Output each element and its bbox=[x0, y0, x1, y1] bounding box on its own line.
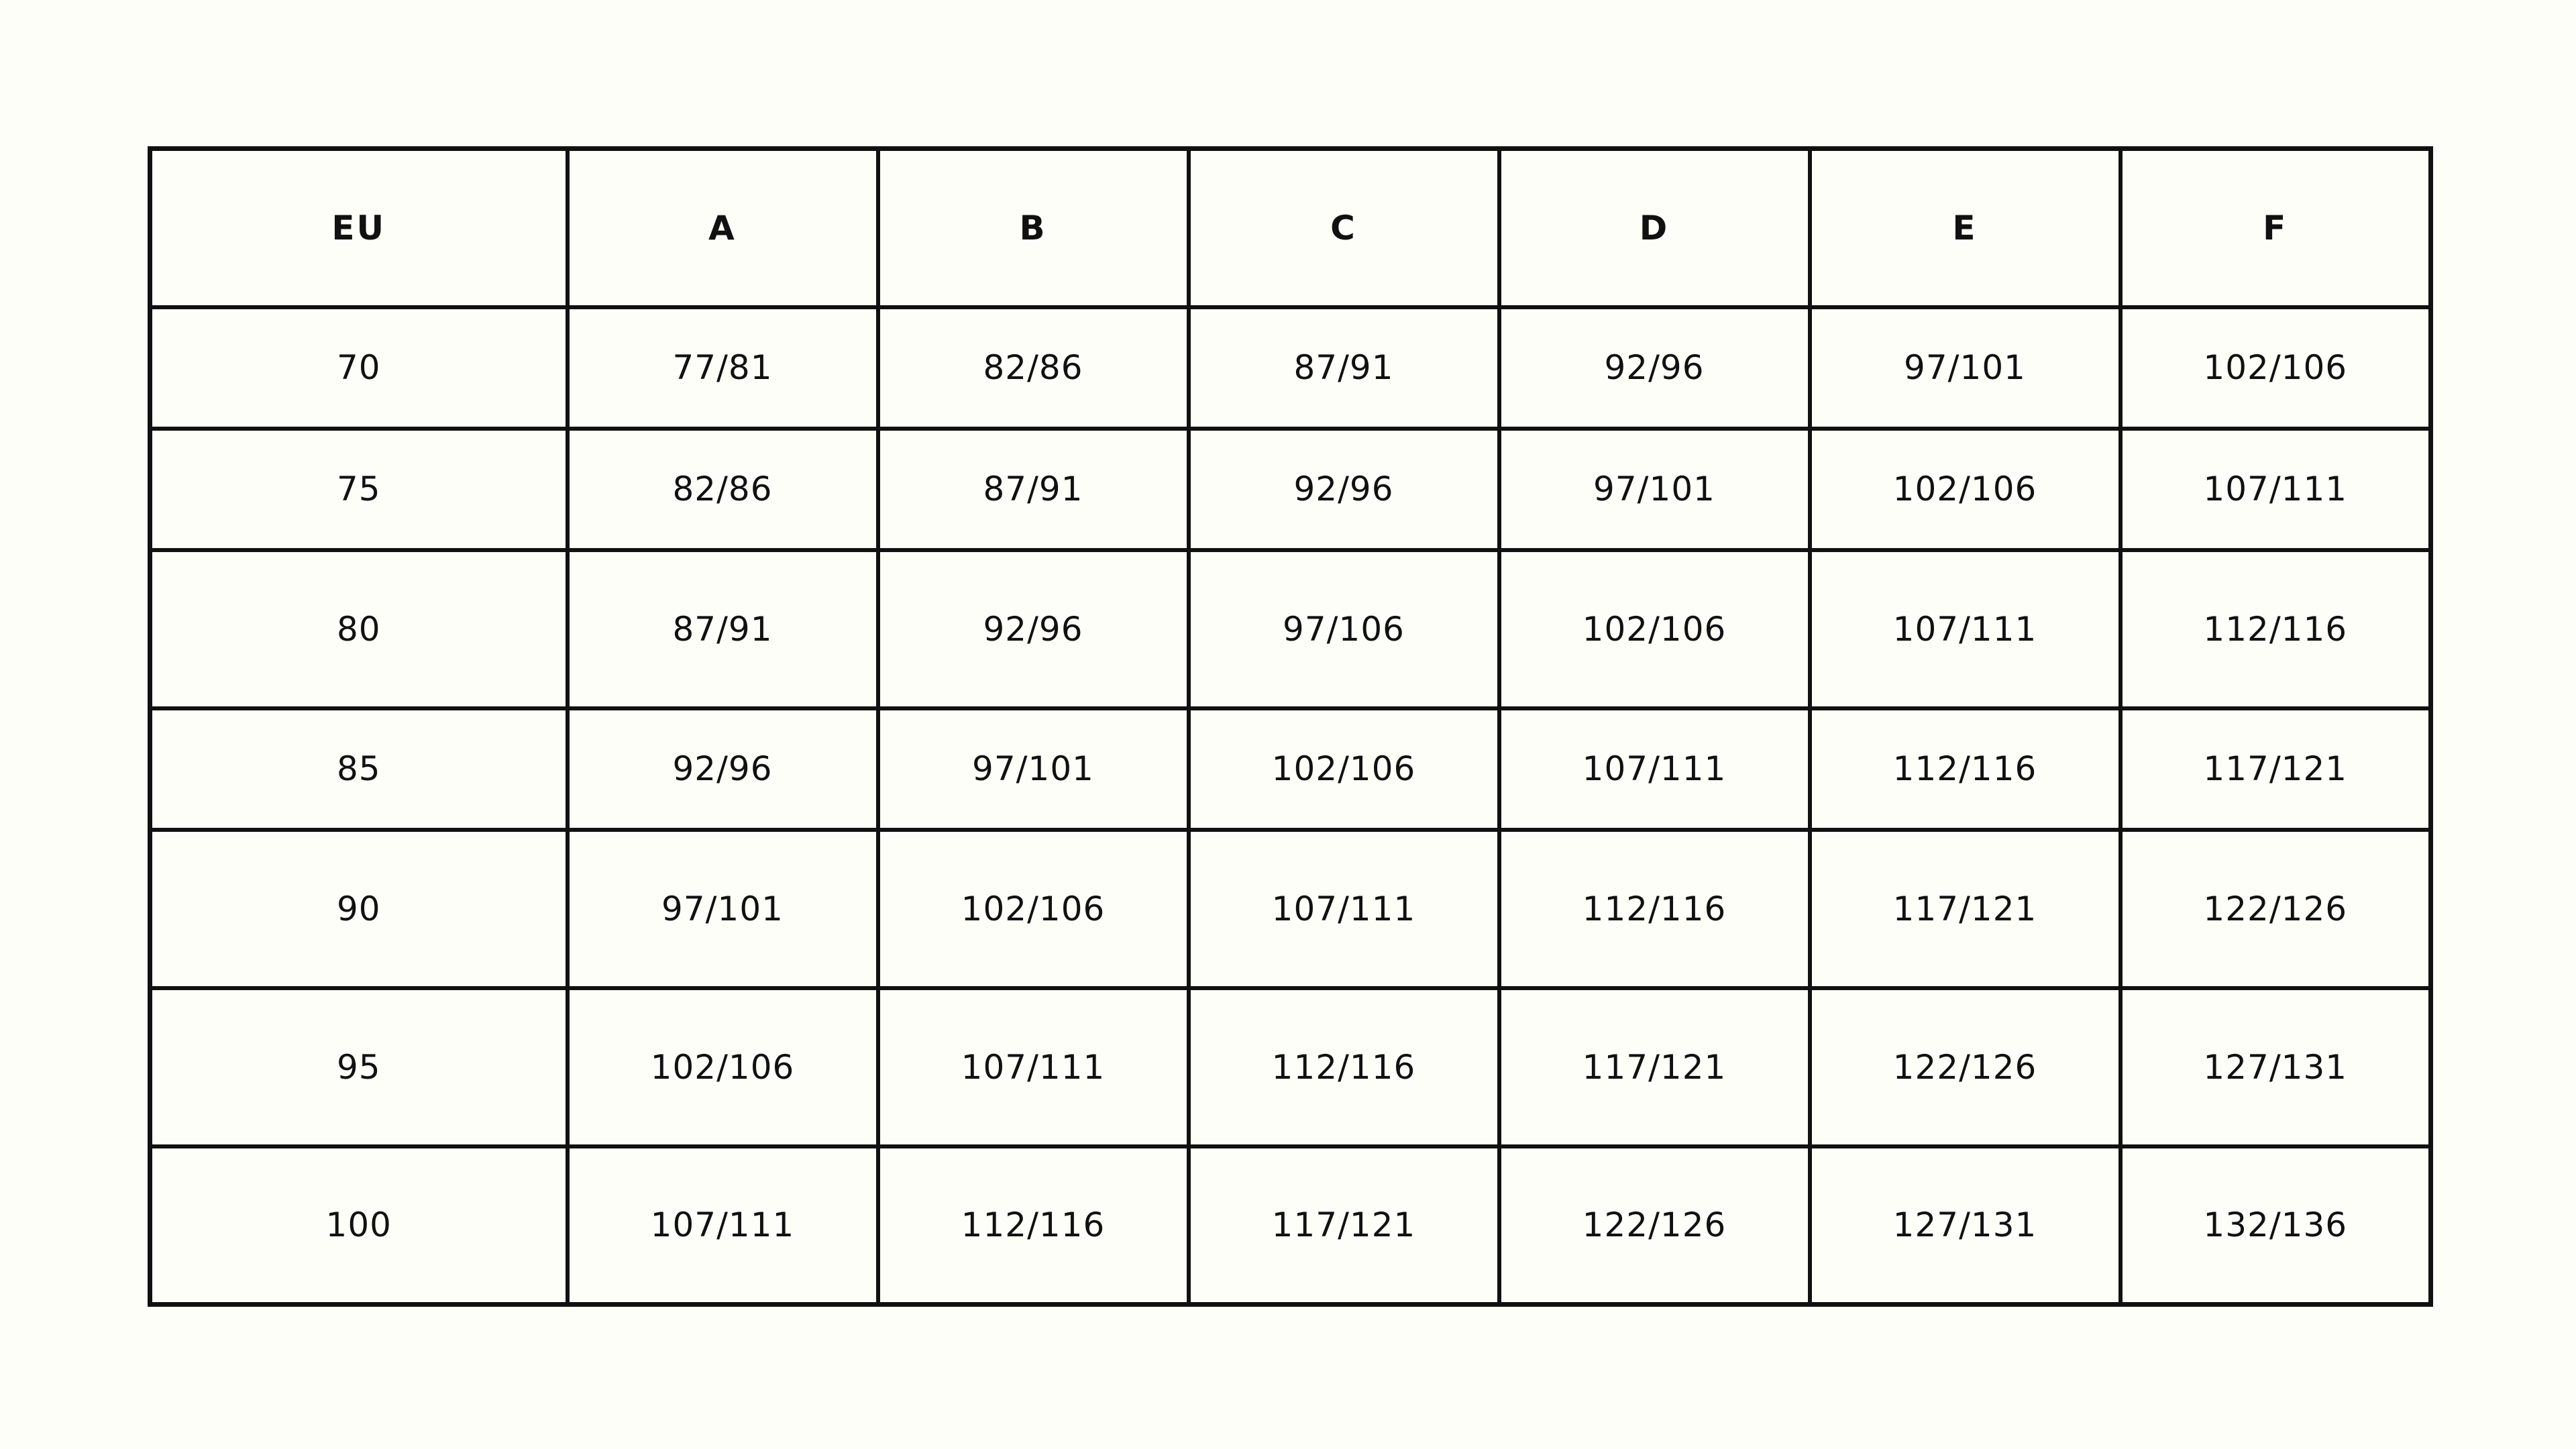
header-cell-e: E bbox=[1810, 149, 2121, 307]
measurement-cell: 112/116 bbox=[2121, 550, 2431, 708]
measurement-cell: 107/111 bbox=[1499, 708, 1810, 830]
measurement-cell: 77/81 bbox=[568, 307, 878, 429]
header-cell-b: B bbox=[878, 149, 1189, 307]
measurement-cell: 122/126 bbox=[2121, 830, 2431, 988]
band-size-cell: 100 bbox=[150, 1146, 568, 1305]
measurement-cell: 87/91 bbox=[568, 550, 878, 708]
measurement-cell: 82/86 bbox=[568, 429, 878, 550]
band-size-cell: 70 bbox=[150, 307, 568, 429]
table-row bbox=[150, 429, 2431, 550]
bra-size-table bbox=[148, 146, 2433, 1307]
table-row bbox=[150, 708, 2431, 830]
measurement-cell: 97/101 bbox=[1499, 429, 1810, 550]
measurement-cell: 82/86 bbox=[878, 307, 1189, 429]
measurement-cell: 107/111 bbox=[2121, 429, 2431, 550]
measurement-cell: 117/121 bbox=[1499, 988, 1810, 1146]
table-row bbox=[150, 830, 2431, 988]
table-row bbox=[150, 988, 2431, 1146]
measurement-cell: 107/111 bbox=[878, 988, 1189, 1146]
band-size-cell: 85 bbox=[150, 708, 568, 830]
measurement-cell: 87/91 bbox=[878, 429, 1189, 550]
measurement-cell: 107/111 bbox=[568, 1146, 878, 1305]
measurement-cell: 97/106 bbox=[1189, 550, 1499, 708]
measurement-cell: 127/131 bbox=[2121, 988, 2431, 1146]
measurement-cell: 112/116 bbox=[1189, 988, 1499, 1146]
measurement-cell: 112/116 bbox=[878, 1146, 1189, 1305]
band-size-cell: 75 bbox=[150, 429, 568, 550]
header-cell-eu: EU bbox=[150, 149, 568, 307]
measurement-cell: 97/101 bbox=[568, 830, 878, 988]
band-size-cell: 90 bbox=[150, 830, 568, 988]
band-size-cell: 80 bbox=[150, 550, 568, 708]
measurement-cell: 92/96 bbox=[878, 550, 1189, 708]
measurement-cell: 102/106 bbox=[1189, 708, 1499, 830]
header-row bbox=[150, 149, 2431, 307]
measurement-cell: 117/121 bbox=[1189, 1146, 1499, 1305]
measurement-cell: 102/106 bbox=[2121, 307, 2431, 429]
measurement-cell: 102/106 bbox=[1810, 429, 2121, 550]
measurement-cell: 122/126 bbox=[1499, 1146, 1810, 1305]
measurement-cell: 97/101 bbox=[1810, 307, 2121, 429]
measurement-cell: 117/121 bbox=[2121, 708, 2431, 830]
measurement-cell: 112/116 bbox=[1810, 708, 2121, 830]
measurement-cell: 102/106 bbox=[878, 830, 1189, 988]
measurement-cell: 117/121 bbox=[1810, 830, 2121, 988]
measurement-cell: 102/106 bbox=[568, 988, 878, 1146]
table-row bbox=[150, 1146, 2431, 1305]
measurement-cell: 92/96 bbox=[1499, 307, 1810, 429]
measurement-cell: 107/111 bbox=[1189, 830, 1499, 988]
measurement-cell: 87/91 bbox=[1189, 307, 1499, 429]
header-cell-d: D bbox=[1499, 149, 1810, 307]
measurement-cell: 92/96 bbox=[1189, 429, 1499, 550]
measurement-cell: 112/116 bbox=[1499, 830, 1810, 988]
measurement-cell: 102/106 bbox=[1499, 550, 1810, 708]
measurement-cell: 132/136 bbox=[2121, 1146, 2431, 1305]
measurement-cell: 92/96 bbox=[568, 708, 878, 830]
measurement-cell: 127/131 bbox=[1810, 1146, 2121, 1305]
table-row bbox=[150, 307, 2431, 429]
band-size-cell: 95 bbox=[150, 988, 568, 1146]
table-row bbox=[150, 550, 2431, 708]
header-cell-c: C bbox=[1189, 149, 1499, 307]
measurement-cell: 122/126 bbox=[1810, 988, 2121, 1146]
measurement-cell: 97/101 bbox=[878, 708, 1189, 830]
header-cell-f: F bbox=[2121, 149, 2431, 307]
measurement-cell: 107/111 bbox=[1810, 550, 2121, 708]
header-cell-a: A bbox=[568, 149, 878, 307]
